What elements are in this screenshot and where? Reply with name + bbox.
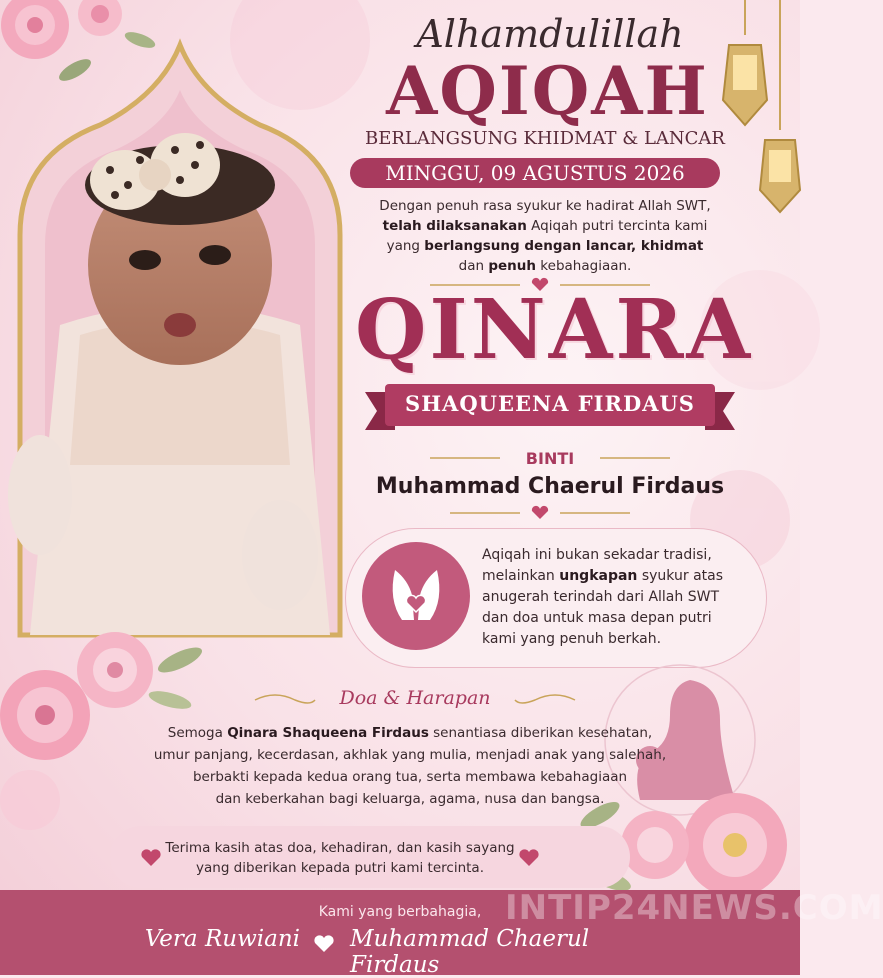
date-banner: MINGGU, 09 AGUSTUS 2026 — [350, 158, 720, 188]
praying-hands-heart-icon — [360, 540, 472, 652]
quote-line: anugerah terindah dari Allah SWT — [482, 589, 719, 605]
father-name: Muhammad Chaerul Firdaus — [375, 474, 725, 499]
footer-label: Kami yang berbahagia, — [318, 904, 482, 920]
thanks-line: Terima kasih atas doa, kehadiran, dan kasih sayang — [165, 840, 515, 856]
intro-text-span: yang — [386, 238, 425, 254]
thanks-text — [165, 838, 515, 878]
child-middle-name: SHAQUEENA FIRDAUS — [405, 391, 695, 416]
intro-line — [350, 216, 740, 236]
doa-line: dan keberkahan bagi keluarga, agama, nusa dan bangsa. — [215, 791, 605, 807]
heart-icon — [518, 848, 540, 868]
doa-title: Doa & Harapan — [339, 687, 491, 709]
doa-line — [120, 722, 700, 744]
intro-line — [350, 236, 740, 256]
quote-span: syukur atas — [637, 568, 724, 584]
child-first-name: QINARA — [355, 282, 754, 378]
quote-span: melainkan — [482, 568, 560, 584]
intro-bold: berlangsung dengan lancar, khidmat — [424, 238, 704, 254]
doa-line: umur panjang, kecerdasan, akhlak yang mulia, menjadi anak yang salehah, — [153, 747, 667, 763]
doa-line: berbakti kepada kedua orang tua, serta membawa kebahagiaan — [192, 769, 628, 785]
doa-span: senantiasa diberikan kesehatan, — [428, 725, 653, 741]
page-title: AQIQAH — [386, 52, 709, 130]
intro-text — [350, 196, 740, 276]
doa-bold: Qinara Shaqueena Firdaus — [227, 725, 429, 741]
intro-text-span: dan — [458, 258, 489, 274]
intro-line — [350, 256, 740, 276]
quote-line — [482, 566, 767, 587]
quote-line: kami yang penuh berkah. — [482, 631, 662, 647]
intro-line: Dengan penuh rasa syukur ke hadirat Allah SWT, — [379, 198, 711, 214]
heart-icon — [313, 934, 335, 954]
ornament-divider — [450, 505, 630, 521]
baby-photo-frame — [0, 35, 360, 655]
quote-text — [482, 545, 767, 650]
footer-father-name: Muhammad Chaerul Firdaus — [350, 926, 590, 978]
mother-name: Vera Ruwiani — [144, 926, 300, 952]
watermark: INTIP24NEWS.COM — [505, 888, 883, 928]
binti-label: BINTI — [525, 449, 575, 468]
heart-icon — [140, 848, 162, 868]
intro-text-span: kebahagiaan. — [536, 258, 632, 274]
intro-text-span: Aqiqah putri tercinta kami — [526, 218, 708, 234]
quote-bold: ungkapan — [559, 568, 638, 584]
quote-line: dan doa untuk masa depan putri — [482, 610, 712, 626]
quote-line: Aqiqah ini bukan sekadar tradisi, — [482, 547, 712, 563]
script-title: Alhamdulillah — [416, 12, 684, 56]
intro-bold: telah dilaksanakan — [382, 218, 527, 234]
doa-span: Semoga — [167, 725, 228, 741]
page-subtitle: BERLANGSUNG KHIDMAT & LANCAR — [365, 128, 725, 149]
heart-icon — [532, 506, 548, 519]
intro-bold: penuh — [488, 258, 537, 274]
thanks-line: yang diberikan kepada putri kami tercinta. — [196, 860, 484, 876]
